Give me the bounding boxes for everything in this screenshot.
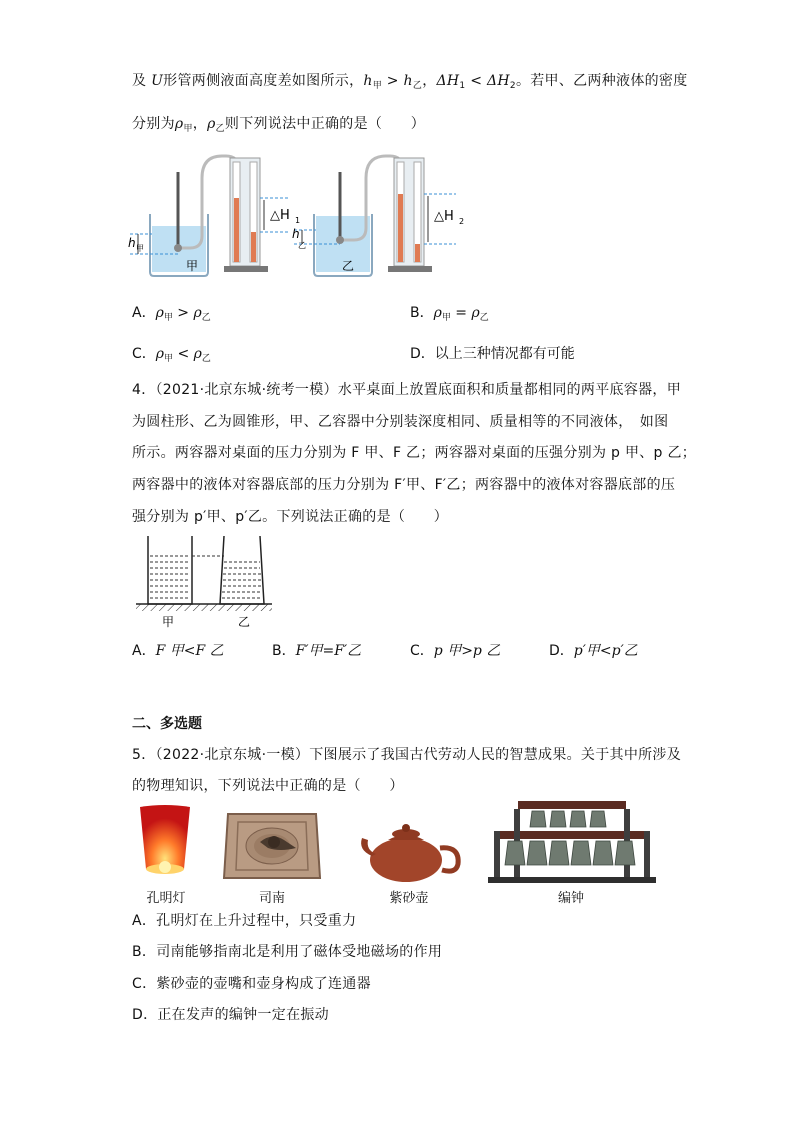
u-tube-2	[388, 158, 464, 272]
q5-line-2: 的物理知识，下列说法中正确的是（ ）	[132, 778, 404, 794]
option-text: F′甲=F′乙	[295, 643, 362, 659]
bianzhong-bells-image	[488, 799, 656, 885]
operator: >	[382, 73, 404, 89]
rho-symbol: ρ	[433, 305, 442, 321]
separator: ，	[422, 73, 437, 89]
q3-option-c[interactable]	[132, 343, 211, 364]
separator: ，	[192, 116, 208, 132]
q4-line-3: 所示。两容器对桌面的压力分别为 F 甲、F 乙；两容器对桌面的压强分别为 p 甲、p 乙；	[132, 445, 697, 461]
delta-h2-label: △H	[434, 209, 454, 224]
q3-option-b[interactable]	[410, 302, 489, 323]
caption-bells: 编钟	[557, 891, 584, 906]
option-letter: B．	[272, 643, 296, 659]
q4-option-b[interactable]	[272, 640, 361, 660]
subscript: 甲	[183, 124, 193, 134]
rho-symbol: ρ	[155, 346, 165, 362]
rho-symbol: ρ	[193, 305, 202, 321]
h-symbol: h	[363, 73, 373, 89]
beaker-2-label: 乙	[342, 259, 355, 273]
rho-symbol: ρ	[471, 305, 480, 321]
h-label: h	[128, 236, 136, 250]
container-label-yi: 乙	[238, 615, 251, 629]
q5-option-d[interactable]: D．正在发声的编钟一定在振动	[132, 1007, 329, 1023]
beaker-2	[292, 156, 402, 276]
q4-figure	[134, 534, 274, 630]
caption-lantern: 孔明灯	[146, 891, 186, 906]
subscript: 乙	[201, 313, 211, 323]
q5-option-a[interactable]: A．孔明灯在上升过程中，只受重力	[132, 913, 357, 929]
q4-line-1: 4．（2021·北京东城·统考一模）水平桌面上放置底面积和质量都相同的两平底容器，甲	[132, 382, 682, 398]
subscript: 乙	[479, 313, 489, 323]
rho-symbol: ρ	[207, 116, 216, 132]
q3-text: 则下列说法中正确的是（ ）	[224, 116, 426, 132]
section-title: 二、多选题	[132, 716, 202, 732]
option-text: p′甲<p′乙	[573, 643, 638, 659]
option-text: 以上三种情况都有可能	[434, 346, 575, 362]
rho-symbol: ρ	[174, 116, 184, 132]
subscript: 甲	[372, 81, 383, 91]
option-letter: D．	[549, 643, 574, 659]
q5-line-1: 5．（2022·北京东城·一模）下图展示了我国古代劳动人民的智慧成果。关于其中所涉及	[132, 747, 682, 763]
delta-h-symbol: ΔH	[436, 73, 460, 89]
operator: =	[450, 305, 472, 321]
q4-line-4: 两容器中的液体对容器底部的压力分别为 F′甲、F′乙；两容器中的液体对容器底部的压	[132, 477, 676, 493]
q4-option-d[interactable]	[549, 640, 638, 660]
q4-option-a[interactable]	[132, 640, 224, 660]
subscript: 甲	[441, 313, 451, 323]
h-symbol: h	[403, 73, 413, 89]
subscript: 乙	[412, 81, 423, 91]
q5-option-c[interactable]: C．紫砂壶的壶嘴和壶身构成了连通器	[132, 976, 371, 992]
kongming-lantern-image	[132, 803, 198, 885]
delta-h2-subscript: 2	[459, 217, 465, 226]
operator: >	[172, 305, 194, 321]
q3-line-1	[132, 70, 688, 91]
q3-line-2	[132, 113, 425, 134]
h-label: h	[292, 227, 300, 241]
option-letter: A．	[132, 305, 156, 321]
option-text: p 甲>p 乙	[433, 643, 501, 659]
q3-option-a[interactable]	[132, 302, 211, 323]
beaker-1	[128, 156, 238, 276]
h-subscript: 乙	[298, 241, 306, 250]
subscript: 1	[459, 81, 466, 91]
q4-line-5: 强分别为 p′甲、p′乙。下列说法正确的是（ ）	[132, 509, 449, 525]
h-subscript: 甲	[136, 244, 144, 253]
q5-option-b[interactable]: B．司南能够指南北是利用了磁体受地磁场的作用	[132, 944, 443, 960]
q3-figure	[130, 148, 510, 280]
operator: <	[465, 73, 487, 89]
cylinder-container	[148, 536, 192, 604]
cone-container	[220, 536, 264, 604]
delta-h1-subscript: 1	[295, 216, 301, 225]
subscript: 甲	[164, 354, 174, 364]
caption-teapot: 紫砂壶	[389, 891, 429, 906]
subscript: 乙	[215, 124, 225, 134]
rho-symbol: ρ	[155, 305, 164, 321]
option-letter: B．	[410, 305, 434, 321]
subscript: 甲	[163, 313, 173, 323]
q4-option-c[interactable]	[410, 640, 500, 660]
u-tube-1	[224, 158, 300, 272]
option-letter: C．	[410, 643, 434, 659]
operator: <	[173, 346, 194, 362]
delta-h-symbol: ΔH	[486, 73, 510, 89]
q3-text: 及	[132, 73, 152, 89]
rho-symbol: ρ	[193, 346, 202, 362]
q3-text: 分别为	[132, 116, 175, 132]
zisha-teapot-image	[358, 820, 466, 884]
subscript: 2	[509, 81, 516, 91]
q3-text: 。若甲、乙两种液体的密度	[515, 73, 688, 89]
subscript: 乙	[201, 354, 211, 364]
sinan-compass-image	[222, 808, 322, 884]
option-letter: C．	[132, 346, 156, 362]
caption-sinan: 司南	[258, 891, 285, 906]
q3-text: 形管两侧液面高度差如图所示，	[163, 73, 364, 89]
beaker-1-label: 甲	[186, 259, 199, 273]
q4-line-2: 为圆柱形、乙为圆锥形，甲、乙容器中分别装深度相同、质量相等的不同液体， 如图	[132, 414, 669, 430]
u-symbol: U	[151, 73, 164, 89]
option-letter: A．	[132, 643, 156, 659]
q3-option-d[interactable]	[410, 343, 575, 363]
option-text: F 甲<F 乙	[155, 643, 224, 659]
container-label-jia: 甲	[162, 615, 175, 629]
table-surface	[136, 604, 272, 611]
option-letter: D．	[410, 346, 435, 362]
delta-h1-label: △H	[270, 208, 290, 223]
